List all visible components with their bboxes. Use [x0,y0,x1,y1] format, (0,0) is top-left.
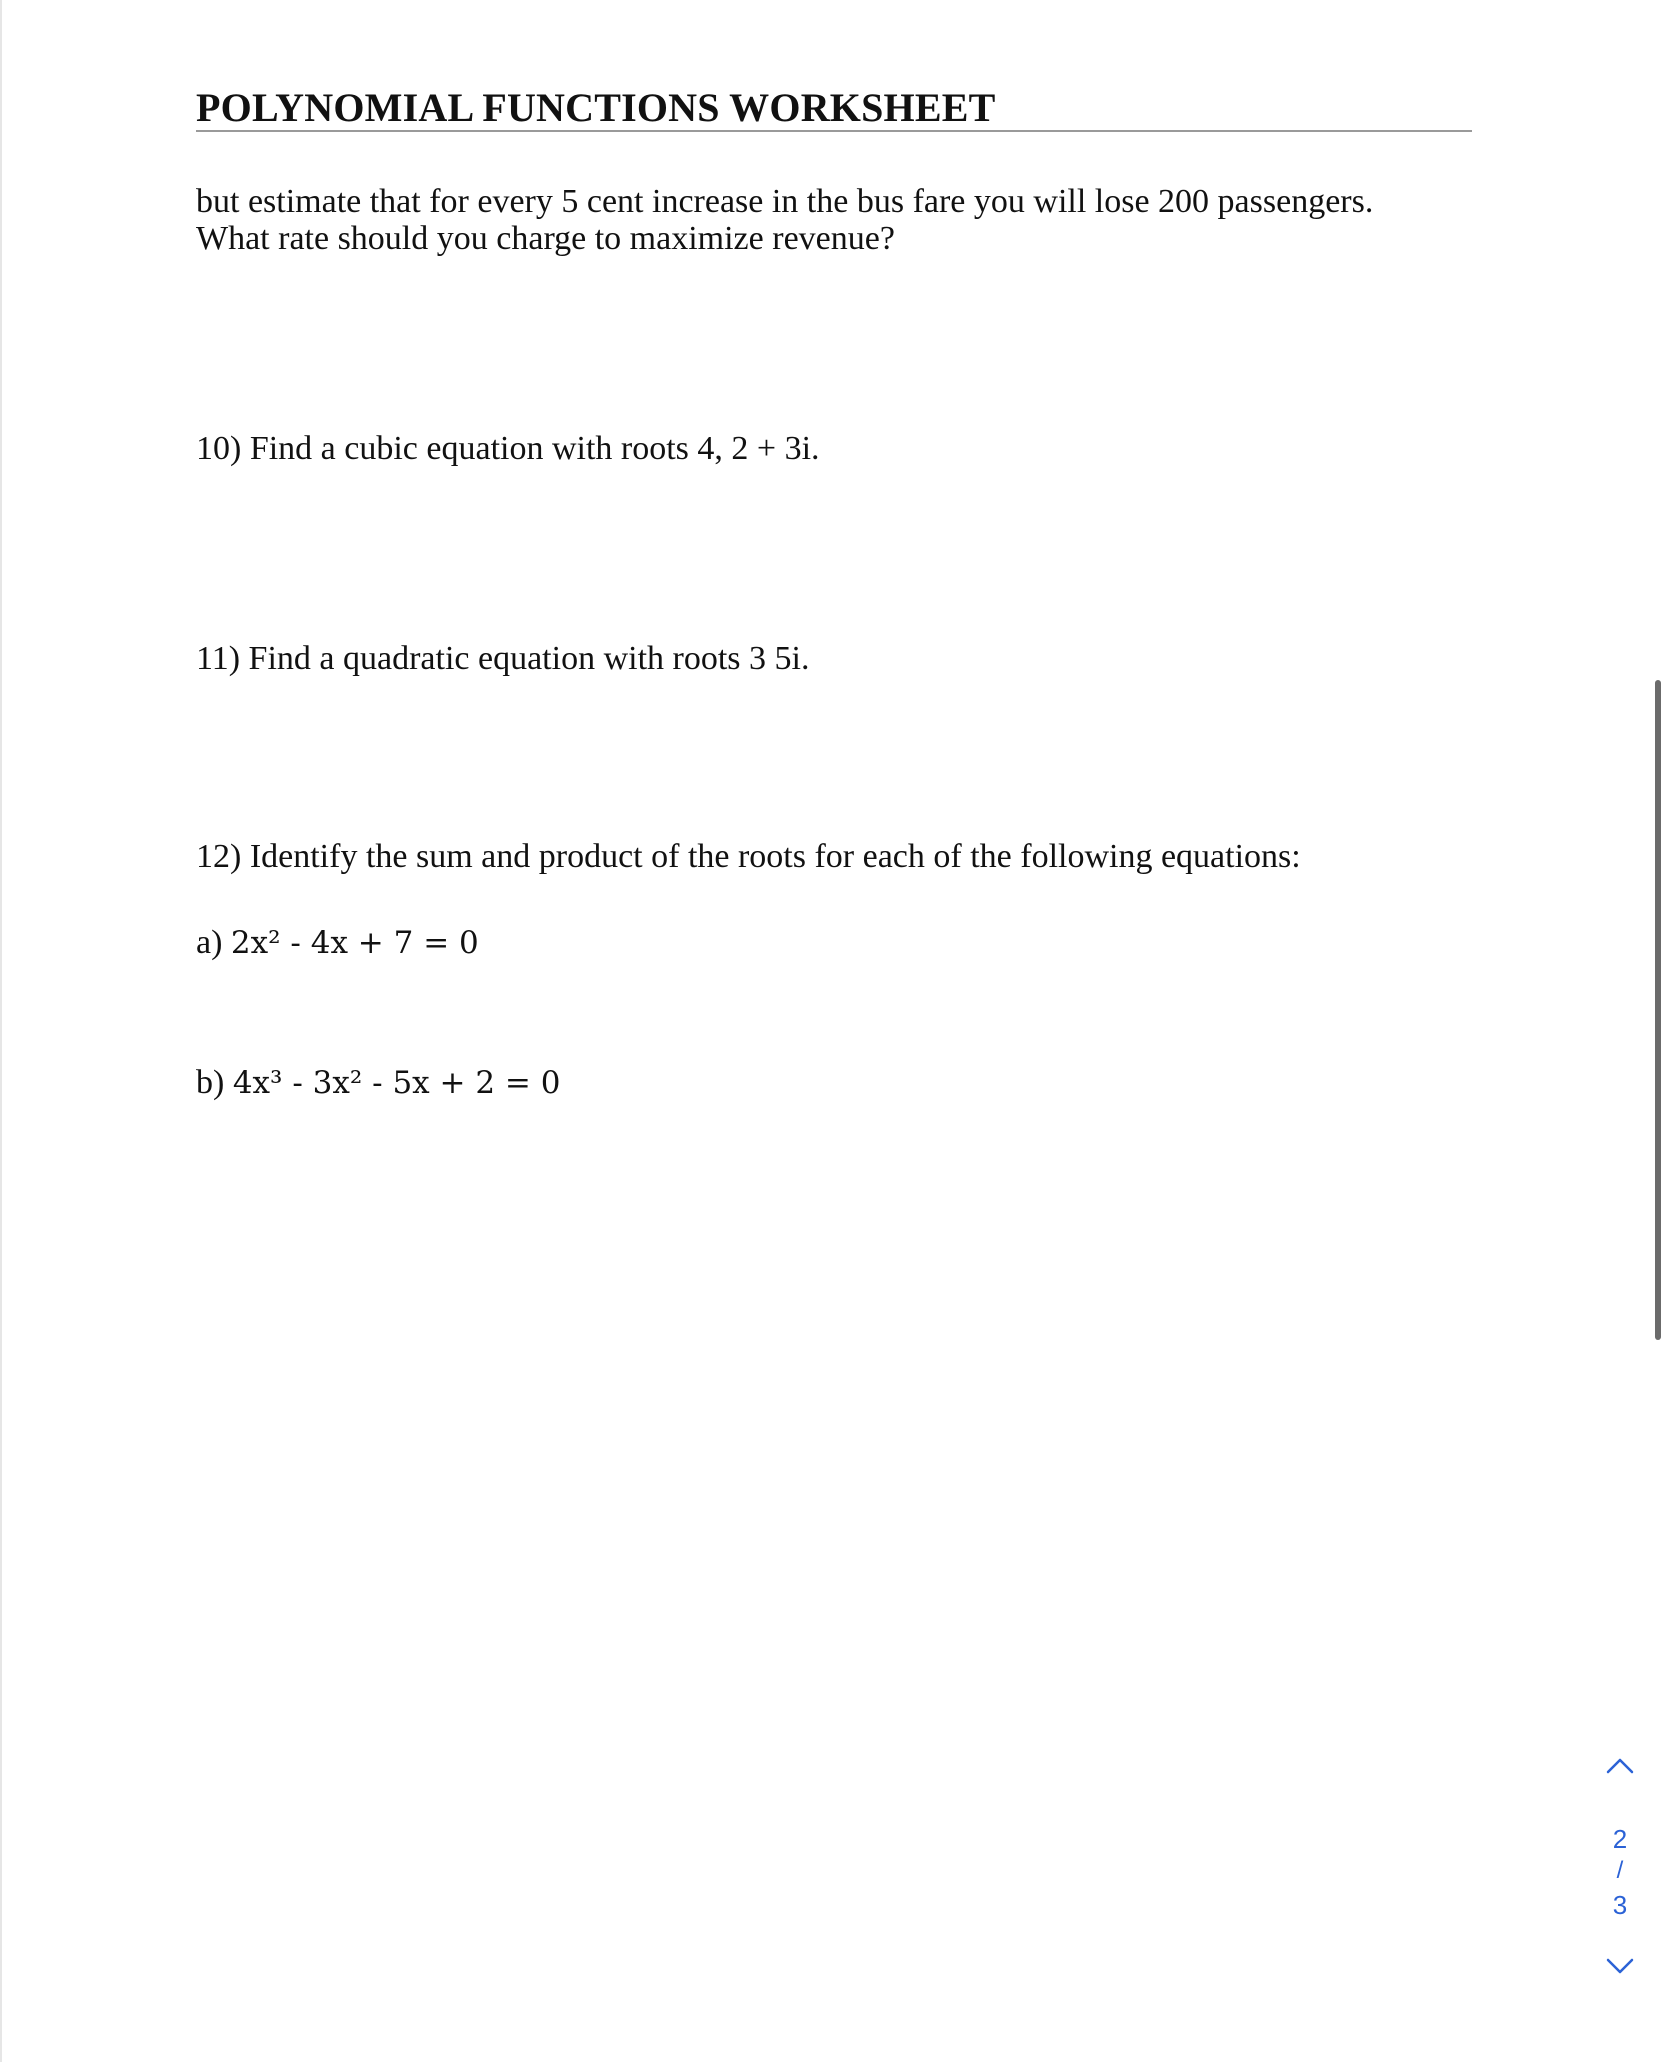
next-page-button[interactable] [1604,1952,1636,1980]
question-12-part-a [196,924,479,962]
worksheet-title: POLYNOMIAL FUNCTIONS WORKSHEET [196,85,996,130]
previous-page-button[interactable] [1604,1752,1636,1780]
page-separator: / [1616,1857,1624,1884]
total-pages: 3 [1612,1890,1628,1920]
part-a-equation: 2x² - 4x + 7 = 0 [230,925,479,961]
vertical-scrollbar-thumb[interactable] [1655,680,1661,1340]
part-a-label: a) [196,924,223,961]
question-12-part-b [196,1064,560,1102]
chevron-down-icon [1604,1952,1636,1980]
question-12: 12) Identify the sum and product of the roots for each of the following equations: [196,838,1301,875]
continuation-line-2: What rate should you charge to maximize revenue? [196,220,895,257]
question-10: 10) Find a cubic equation with roots 4, 2 + 3i. [196,430,820,467]
question-11: 11) Find a quadratic equation with roots 3 5i. [196,640,810,677]
part-b-label: b) [196,1064,225,1101]
title-underline [196,130,1472,132]
current-page-number: 2 [1612,1824,1628,1854]
page-navigator [1600,1752,1640,1982]
continuation-line-1: but estimate that for every 5 cent increase in the bus fare you will lose 200 passengers. [196,183,1374,220]
part-b-equation: 4x³ - 3x² - 5x + 2 = 0 [232,1065,561,1101]
chevron-up-icon [1604,1752,1636,1780]
